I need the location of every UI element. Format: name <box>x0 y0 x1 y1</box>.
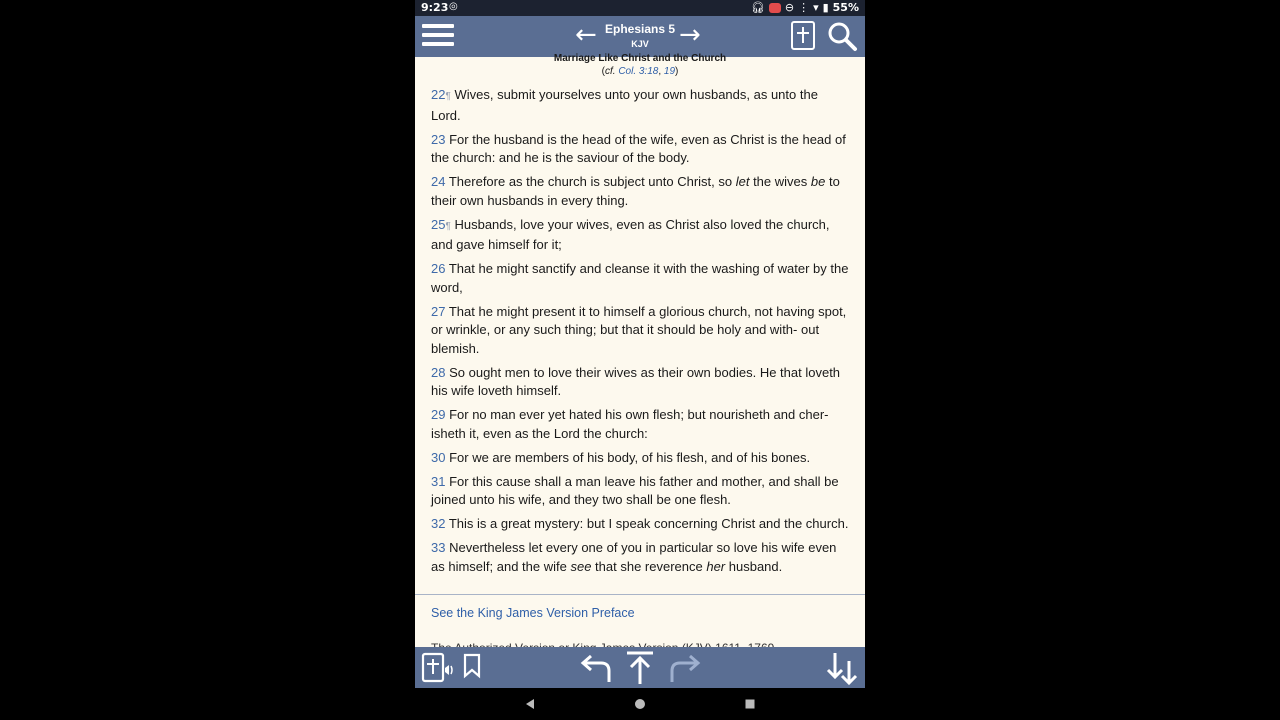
verse-number[interactable]: 29 <box>431 407 446 422</box>
status-time: 9:23 <box>421 1 449 14</box>
bible-icon[interactable] <box>791 21 815 50</box>
battery-icon: ▮ <box>822 1 829 14</box>
verse[interactable] <box>431 173 851 210</box>
redo-icon[interactable] <box>668 651 702 685</box>
cross-reference: (cf. Col. 3:18, 19) <box>601 66 679 77</box>
verse-number[interactable]: 27 <box>431 303 446 319</box>
status-bar <box>415 0 865 16</box>
version-label[interactable]: KJV <box>631 39 649 49</box>
verse-text: That he might present it to himself a glorious church, not having spot, or wrinkle, or any such thing; but that it should be holy and with- out blemish. <box>431 303 847 356</box>
verse-number[interactable]: 33 <box>431 540 446 555</box>
sort-down-icon[interactable] <box>825 651 859 685</box>
verse-number[interactable]: 22 <box>431 87 446 102</box>
verse[interactable] <box>431 406 851 443</box>
verse-text: So ought men to love their wives as their own bodies. He that loveth his wife loveth himself. <box>431 364 841 398</box>
verse-number[interactable]: 26 <box>431 261 446 276</box>
verse-text: Therefore as the church is subject unto Christ, so <box>448 174 736 189</box>
verse-text-italic: let <box>735 174 750 189</box>
reader-content[interactable] <box>415 53 865 647</box>
verse-text: to their own husbands in every thing. <box>431 174 840 208</box>
verse-text-italic: her <box>706 558 726 574</box>
verse-text-italic: be <box>810 174 826 189</box>
verse[interactable] <box>431 473 851 510</box>
verse[interactable] <box>431 260 851 297</box>
xref-link-col-3-19[interactable]: 19 <box>663 66 676 77</box>
verse[interactable] <box>431 303 851 359</box>
arrow-left-icon[interactable]: ← <box>575 20 597 50</box>
battery-percent: 55% <box>832 1 859 14</box>
verse[interactable] <box>431 515 851 534</box>
verse-number[interactable]: 31 <box>431 473 446 489</box>
bottom-toolbar <box>415 647 865 688</box>
preface-link[interactable]: See the King James Version Preface <box>431 606 635 620</box>
paragraph-mark: ¶ <box>445 91 451 102</box>
divider <box>415 594 865 595</box>
menu-icon[interactable] <box>422 24 454 48</box>
recents-icon[interactable] <box>744 698 756 710</box>
headphones-icon: 🎧︎ <box>750 1 765 14</box>
verse-text: that she reverence <box>591 558 707 574</box>
verse-text: Wives, submit yourselves unto your own husbands, as unto the Lord. <box>431 87 818 123</box>
verse-text: For no man ever yet hated his own flesh; but nourisheth and cher- isheth it, even as the Lord the church: <box>431 407 829 441</box>
recording-icon <box>769 3 781 13</box>
verse-list <box>431 86 851 582</box>
verse[interactable] <box>431 131 851 168</box>
verse-text: Nevertheless let every one of you in particular so love his wife even as himself; and the wife <box>431 540 837 574</box>
verse[interactable] <box>431 539 851 576</box>
scroll-to-top-icon[interactable] <box>625 650 655 686</box>
bookmark-icon[interactable] <box>462 653 482 679</box>
verse[interactable] <box>431 449 851 468</box>
verse-number[interactable]: 25 <box>431 216 446 232</box>
search-icon[interactable] <box>827 21 857 51</box>
verse-text-italic: see <box>570 558 592 574</box>
undo-icon[interactable] <box>579 651 613 685</box>
verse-text: For the husband is the head of the wife, even as Christ is the head of the church: and he is the saviour of the body. <box>431 131 846 165</box>
verse-number[interactable]: 23 <box>431 131 446 147</box>
verse-number[interactable]: 32 <box>431 516 446 531</box>
back-icon[interactable] <box>524 698 536 710</box>
verse-text: husband. <box>725 558 783 574</box>
verse[interactable] <box>431 364 851 401</box>
phone-screen <box>415 0 865 720</box>
verse-number[interactable]: 30 <box>431 449 446 465</box>
verse[interactable] <box>431 86 851 125</box>
verse-number[interactable]: 24 <box>431 174 446 189</box>
verse[interactable] <box>431 216 851 255</box>
chapter-title[interactable]: Ephesians 5 <box>604 22 676 36</box>
signal-icon: ⋮ <box>798 1 810 14</box>
audio-bible-icon[interactable] <box>421 652 455 684</box>
verse-text: This is a great mystery: but I speak concerning Christ and the church. <box>448 516 849 531</box>
verse-text: For we are members of his body, of his flesh, and of his bones. <box>449 449 811 465</box>
system-nav-bar <box>415 688 865 720</box>
home-icon[interactable] <box>634 698 646 710</box>
verse-text: Husbands, love your wives, even as Christ also loved the church, and gave himself for it; <box>431 216 830 252</box>
wifi-icon: ▾ <box>813 1 819 14</box>
arrow-right-icon[interactable]: → <box>679 20 701 50</box>
location-icon: ◎ <box>449 1 458 12</box>
top-app-bar <box>415 16 865 57</box>
verse-text: For this cause shall a man leave his father and mother, and shall be joined unto his wife, and they two shall be one flesh. <box>431 473 839 507</box>
dnd-icon: ⊖ <box>784 1 795 14</box>
verse-text: the wives <box>749 174 811 189</box>
section-heading: Marriage Like Christ and the Church <box>553 53 727 64</box>
xref-link-col-3-18[interactable]: Col. 3:18 <box>618 66 659 77</box>
verse-number[interactable]: 28 <box>431 364 446 380</box>
paragraph-mark: ¶ <box>445 220 451 232</box>
verse-text: That he might sanctify and cleanse it with the washing of water by the word, <box>431 261 849 295</box>
